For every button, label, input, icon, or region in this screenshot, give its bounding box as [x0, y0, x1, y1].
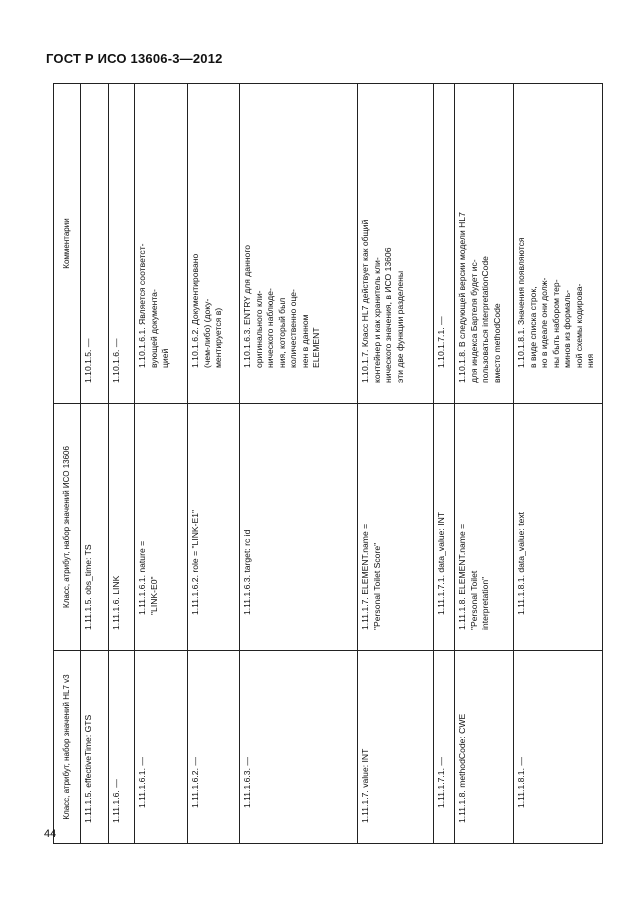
- cell-iso: 1.11.1.8.1. data_value: text: [514, 404, 603, 651]
- table-row: [81, 84, 109, 844]
- cell-comment: 1.10.1.6.3. ENTRY для данного оригинального кли- нического наблюде- ния, который был количественно оце- нен в данном ELEMENT: [240, 84, 358, 404]
- table-row: [455, 84, 514, 844]
- cell-comment: 1.10.1.7. Класс HL7 действует как общий контейнер и как хранитель кли- нического значения, в ИСО 13606 эти две функции разделены: [358, 84, 434, 404]
- cell-iso: 1.11.1.6.2. role = "LINK-E1": [188, 404, 240, 651]
- table-header-row: [54, 84, 81, 844]
- cell-hl7: 1.11.1.7. value: INT: [358, 651, 434, 844]
- cell-comment: 1.10.1.6. —: [109, 84, 135, 404]
- cell-hl7: 1.11.1.5. effectiveTime: GTS: [81, 651, 109, 844]
- comparison-table-container: [53, 84, 602, 844]
- cell-hl7: 1.11.1.6.1. —: [135, 651, 188, 844]
- header-comment: Комментарии: [54, 84, 81, 404]
- cell-iso: 1.11.1.7. ELEMENT.name = "Personal Toilet Score": [358, 404, 434, 651]
- table-row: [358, 84, 434, 844]
- cell-iso: 1.11.1.5. obs_time: TS: [81, 404, 109, 651]
- cell-comment: 1.10.1.8. В следующей версии модели HL7 для индекса Бартеля будет ис- пользоваться interpretationCode вместо methodCode: [455, 84, 514, 404]
- cell-hl7: 1.11.1.6.2. —: [188, 651, 240, 844]
- cell-hl7: 1.11.1.8.1. —: [514, 651, 603, 844]
- cell-hl7: 1.11.1.6. —: [109, 651, 135, 844]
- cell-comment: 1.10.1.6.2. Документировано (чем-либо) (доку- ментируется в): [188, 84, 240, 404]
- table-row: [434, 84, 455, 844]
- header-hl7: Класс, атрибут, набор значений HL7 v3: [54, 651, 81, 844]
- cell-iso: 1.11.1.7.1. data_value: INT: [434, 404, 455, 651]
- cell-hl7: 1.11.1.8. methodCode: CWE: [455, 651, 514, 844]
- table-row: [109, 84, 135, 844]
- header-iso: Класс, атрибут, набор значений ИСО 13606: [54, 404, 81, 651]
- table-row: [135, 84, 188, 844]
- cell-iso: 1.11.1.6.1. nature = "LINK-E0": [135, 404, 188, 651]
- cell-hl7: 1.11.1.6.3. —: [240, 651, 358, 844]
- cell-iso: 1.11.1.6. LINK: [109, 404, 135, 651]
- mapping-table: [53, 83, 603, 844]
- cell-hl7: 1.11.1.7.1. —: [434, 651, 455, 844]
- rotated-table: [53, 84, 602, 844]
- cell-comment: 1.10.1.5. —: [81, 84, 109, 404]
- cell-comment: 1.10.1.7.1. —: [434, 84, 455, 404]
- document-title: ГОСТ Р ИСО 13606-3—2012: [46, 51, 223, 66]
- cell-iso: 1.11.1.6.3. target: rc id: [240, 404, 358, 651]
- table-row: [188, 84, 240, 844]
- cell-iso: 1.11.1.8. ELEMENT.name = "Personal Toilet interpretation": [455, 404, 514, 651]
- cell-comment: 1.10.1.6.1. Является соответст- вующей документа- цией: [135, 84, 188, 404]
- cell-comment: 1.10.1.8.1. Значения появляются в виде списка строк, но в идеале они долж- ны быть набором тер- минов из формаль- ной схемы кодирова- ния: [514, 84, 603, 404]
- table-row: [514, 84, 603, 844]
- table-row: [240, 84, 358, 844]
- page-number: 44: [44, 828, 57, 840]
